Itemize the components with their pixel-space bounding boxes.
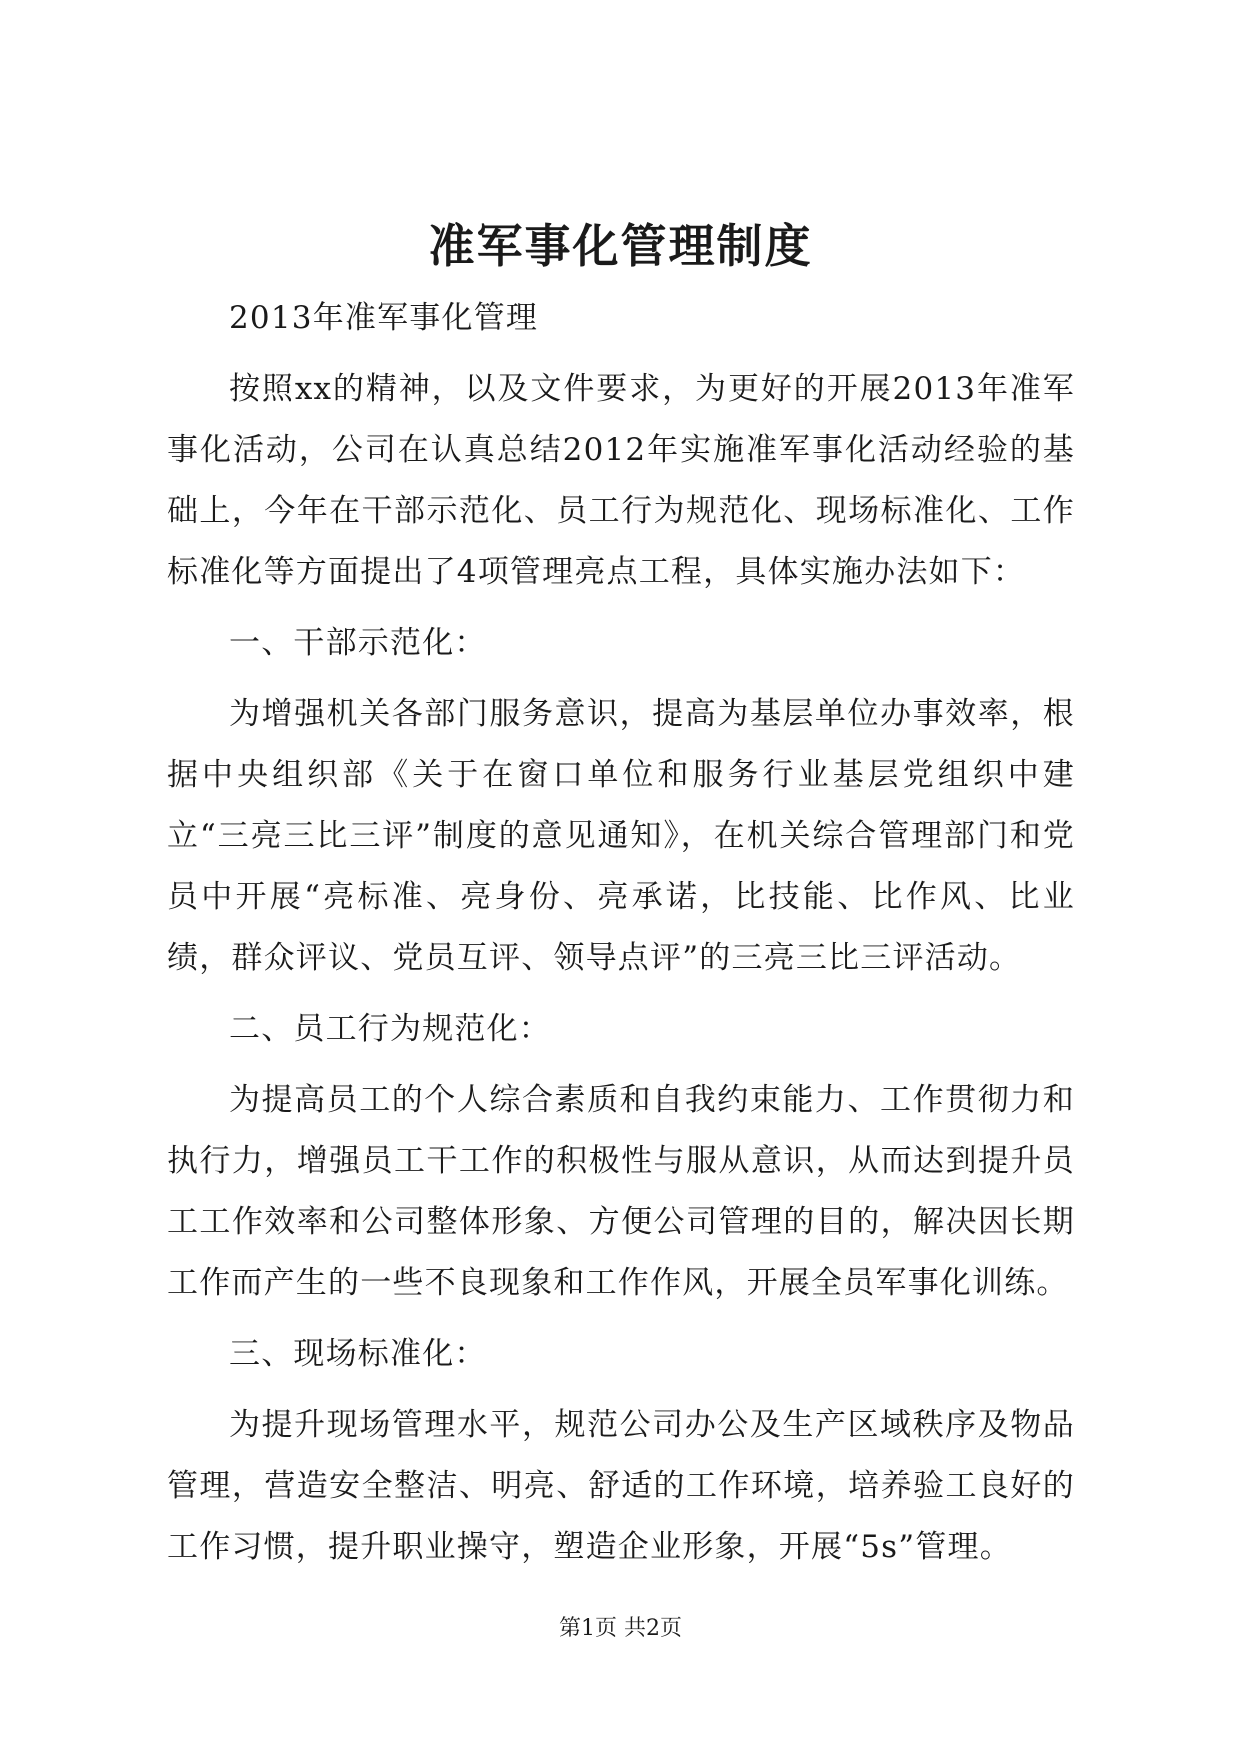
paragraph: 为提升现场管理水平，规范公司办公及生产区域秩序及物品管理，营造安全整洁、明亮、舒适的工作环境，培养验工良好的工作习惯，提升职业操守，塑造企业形象，开展“5s”管理。 — [167, 1407, 1075, 1565]
section-heading: 三、现场标准化： — [229, 1336, 487, 1372]
paragraph: 为增强机关各部门服务意识，提高为基层单位办事效率，根据中央组织部《关于在窗口单位和服务行业基层党组织中建立“三亮三比三评”制度的意见通知》，在机关综合管理部门和党员中开展“亮标准、亮身份、亮承诺，比技能、比作风、比业绩，群众评议、党员互评、领导点评”的三亮三比三评活动。 — [167, 696, 1075, 976]
page-number: 第1页 共2页 — [559, 1616, 682, 1641]
section-heading: 一、干部示范化： — [229, 625, 487, 661]
paragraph: 2013年准军事化管理 — [229, 300, 539, 336]
paragraph: 按照xx的精神，以及文件要求，为更好的开展2013年准军事化活动，公司在认真总结2012年实施准军事化活动经验的基础上，今年在干部示范化、员工行为规范化、现场标准化、工作标准化等方面提出了4项管理亮点工程，具体实施办法如下： — [167, 371, 1075, 590]
paragraph: 为提高员工的个人综合素质和自我约束能力、工作贯彻力和执行力，增强员工干工作的积极性与服从意识，从而达到提升员工工作效率和公司整体形象、方便公司管理的目的，解决因长期工作而产生的一些不良现象和工作作风，开展全员军事化训练。 — [167, 1082, 1075, 1301]
document-body — [167, 288, 1075, 1588]
document-title: 准军事化管理制度 — [428, 219, 813, 273]
section-heading: 二、员工行为规范化： — [229, 1011, 551, 1047]
